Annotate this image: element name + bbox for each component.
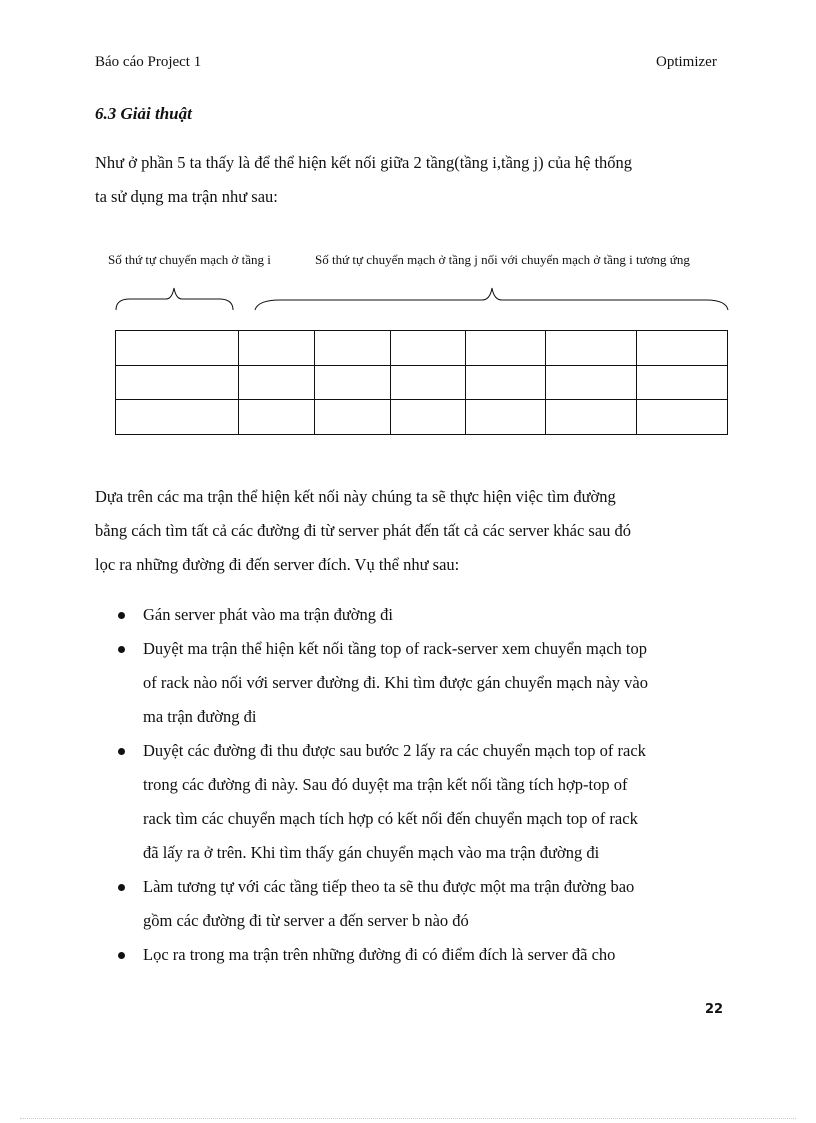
matrix-cell	[314, 365, 390, 400]
step-line: trong các đường đi này. Sau đó duyệt ma trận kết nối tầng tích hợp-top of	[143, 775, 628, 794]
matrix-cell	[390, 365, 466, 400]
figure-label-left: Số thứ tự chuyển mạch ở tầng i	[108, 252, 271, 267]
step-line: ma trận đường đi	[143, 707, 257, 726]
step-item	[95, 734, 735, 870]
matrix-cell	[116, 365, 239, 400]
intro-line: ta sử dụng ma trận như sau:	[95, 187, 278, 206]
bottom-rule	[20, 1118, 796, 1119]
brace-left	[116, 288, 233, 310]
step-item	[95, 938, 735, 972]
body-line: Dựa trên các ma trận thể hiện kết nối này chúng ta sẽ thực hiện việc tìm đường	[95, 487, 616, 506]
matrix-cell	[637, 365, 728, 400]
matrix-cell	[546, 400, 637, 435]
matrix-cell	[637, 331, 728, 366]
step-line: Làm tương tự với các tầng tiếp theo ta sẽ thu được một ma trận đường bao	[143, 877, 635, 896]
figure-braces	[0, 280, 816, 320]
matrix-cell	[238, 331, 314, 366]
bullet-icon	[118, 952, 125, 959]
brace-right	[255, 288, 728, 310]
matrix-cell	[466, 400, 546, 435]
bullet-icon	[118, 884, 125, 891]
header-left: Báo cáo Project 1	[95, 54, 202, 70]
step-item	[95, 632, 735, 734]
matrix-cell	[314, 331, 390, 366]
step-line: gồm các đường đi từ server a đến server b nào đó	[143, 911, 469, 930]
step-line: đã lấy ra ở trên. Khi tìm thấy gán chuyển mạch vào ma trận đường đi	[143, 843, 600, 862]
body-line: lọc ra những đường đi đến server đích. Vụ thể như sau:	[95, 555, 460, 574]
figure-label-right: Số thứ tự chuyển mạch ở tầng j nối với chuyển mạch ở tầng i tương ứng	[315, 252, 690, 267]
matrix-cell	[390, 331, 466, 366]
matrix-cell	[546, 365, 637, 400]
matrix-cell	[637, 400, 728, 435]
matrix-cell	[466, 331, 546, 366]
matrix-cell	[116, 331, 239, 366]
section-title: 6.3 Giải thuật	[95, 104, 192, 123]
step-line: Lọc ra trong ma trận trên những đường đi có điểm đích là server đã cho	[143, 945, 616, 964]
matrix-cell	[546, 331, 637, 366]
matrix-row	[116, 331, 728, 366]
bullet-icon	[118, 748, 125, 755]
body-paragraph	[95, 480, 735, 582]
bullet-icon	[118, 646, 125, 653]
step-line: Duyệt các đường đi thu được sau bước 2 lấy ra các chuyển mạch top of rack	[143, 741, 646, 760]
matrix-cell	[116, 400, 239, 435]
step-line: rack tìm các chuyển mạch tích hợp có kết nối đến chuyển mạch top of rack	[143, 809, 638, 828]
step-line: of rack nào nối với server đường đi. Khi tìm được gán chuyển mạch này vào	[143, 673, 649, 692]
matrix-cell	[238, 400, 314, 435]
matrix-cell	[390, 400, 466, 435]
steps-list	[95, 598, 735, 972]
step-line: Duyệt ma trận thể hiện kết nối tầng top of rack-server xem chuyển mạch top	[143, 639, 647, 658]
connection-matrix	[115, 330, 728, 435]
matrix-cell	[466, 365, 546, 400]
matrix-cell	[314, 400, 390, 435]
matrix-row	[116, 365, 728, 400]
matrix-row	[116, 400, 728, 435]
bullet-icon	[118, 612, 125, 619]
intro-line: Như ở phần 5 ta thấy là để thể hiện kết nối giữa 2 tầng(tầng i,tầng j) của hệ thống	[95, 153, 633, 172]
step-item	[95, 598, 735, 632]
matrix-cell	[238, 365, 314, 400]
body-line: bằng cách tìm tất cả các đường đi từ server phát đến tất cả các server khác sau đó	[95, 521, 632, 540]
page-number: 22	[705, 1002, 724, 1017]
step-line: Gán server phát vào ma trận đường đi	[143, 605, 393, 624]
intro-paragraph	[95, 146, 735, 214]
step-item	[95, 870, 735, 938]
header-right: Optimizer	[656, 54, 717, 70]
